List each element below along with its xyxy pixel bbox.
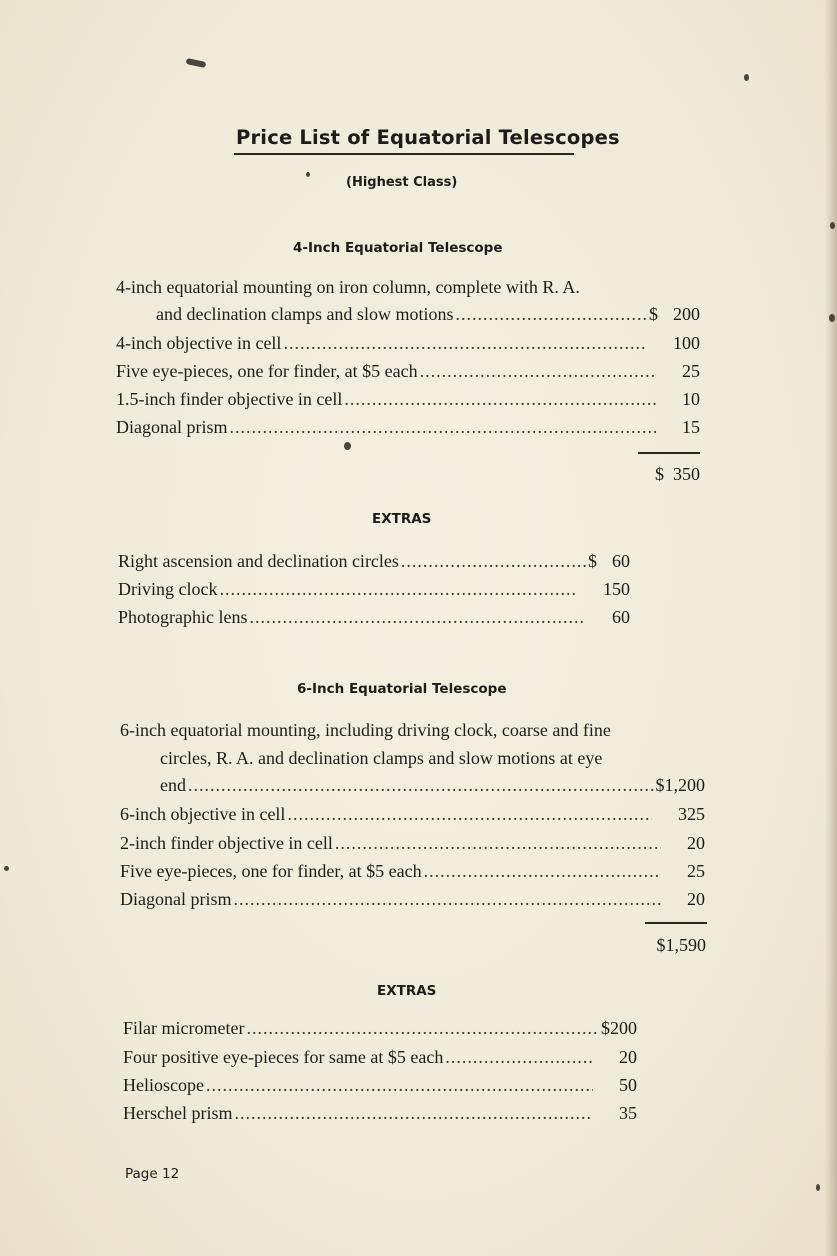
item-desc: Helioscope	[123, 1075, 204, 1095]
leader-dots	[335, 833, 661, 855]
total-rule	[645, 922, 707, 924]
item-amount: 60	[612, 607, 630, 627]
leader-dots	[344, 389, 656, 411]
ink-speck	[344, 442, 351, 450]
item-desc: end	[160, 775, 186, 795]
item-amount: 35	[619, 1103, 637, 1123]
item-mounting-6-line2: circles, R. A. and declination clamps and slow motions at eye	[160, 748, 603, 768]
item-finder-4	[116, 389, 700, 415]
item-desc: 2-inch finder objective in cell	[120, 833, 333, 853]
item-desc: Five eye-pieces, one for finder, at $5 each	[116, 361, 418, 381]
item-amount: 150	[603, 579, 630, 599]
page-number: Page 12	[125, 1166, 180, 1182]
item-amount: 15	[682, 417, 700, 437]
section-heading-4-inch: 4-Inch Equatorial Telescope	[293, 240, 503, 256]
item-objective-4	[116, 333, 700, 359]
item-amount: $1,200	[655, 775, 705, 795]
item-amount: 20	[687, 889, 705, 909]
ink-speck	[744, 74, 749, 81]
item-amount: 10	[682, 389, 700, 409]
leader-dots	[401, 551, 586, 573]
item-amount: 200	[673, 304, 700, 324]
section-heading-6-inch: 6-Inch Equatorial Telescope	[297, 681, 507, 697]
item-desc: 4-inch objective in cell	[116, 333, 282, 353]
item-eyepieces-4	[116, 361, 700, 387]
item-desc: Filar micrometer	[123, 1018, 245, 1038]
item-prism-4	[116, 417, 700, 443]
extra-positive-eyepieces-6	[123, 1047, 637, 1073]
currency-sign: $	[649, 304, 658, 324]
item-objective-6	[120, 804, 705, 830]
item-amount: 325	[678, 804, 705, 824]
item-amount: 100	[673, 333, 700, 353]
item-desc: Photographic lens	[118, 607, 248, 627]
item-amount: 20	[687, 833, 705, 853]
extra-photographic-lens-4	[118, 607, 630, 633]
leader-dots	[249, 607, 586, 629]
ink-speck	[186, 58, 207, 68]
item-amount: $200	[601, 1018, 637, 1038]
item-mounting-4	[156, 304, 700, 330]
extra-herschel-prism-6	[123, 1103, 637, 1129]
item-desc: 1.5-inch finder objective in cell	[116, 389, 343, 409]
leader-dots	[233, 889, 661, 911]
leader-dots	[287, 804, 652, 826]
item-mounting-6	[160, 775, 705, 801]
total-4-inch: $ 350	[655, 464, 700, 484]
item-desc: and declination clamps and slow motions	[156, 304, 454, 324]
item-eyepieces-6	[120, 861, 705, 887]
leader-dots	[455, 304, 647, 326]
leader-dots	[219, 579, 577, 601]
item-desc: Five eye-pieces, one for finder, at $5 each	[120, 861, 422, 881]
item-prism-6	[120, 889, 705, 915]
item-desc: 6-inch objective in cell	[120, 804, 286, 824]
currency-sign: $	[588, 551, 597, 571]
leader-dots	[234, 1103, 593, 1125]
item-amount: 60	[612, 551, 630, 571]
ink-speck	[4, 866, 9, 871]
extra-circles-4	[118, 551, 630, 577]
item-amount: 25	[687, 861, 705, 881]
total-rule	[638, 452, 700, 454]
leader-dots	[283, 333, 647, 355]
leader-dots	[424, 861, 661, 883]
item-amount: 20	[619, 1047, 637, 1067]
extra-driving-clock-4	[118, 579, 630, 605]
extra-helioscope-6	[123, 1075, 637, 1101]
ink-speck	[306, 172, 310, 177]
item-amount: 50	[619, 1075, 637, 1095]
item-mounting-4-line1: 4-inch equatorial mounting on iron column, complete with R. A.	[116, 277, 580, 297]
leader-dots	[229, 417, 656, 439]
page-title: Price List of Equatorial Telescopes	[236, 126, 620, 149]
item-desc: Diagonal prism	[116, 417, 228, 437]
item-desc: Diagonal prism	[120, 889, 232, 909]
item-mounting-6-line1: 6-inch equatorial mounting, including driving clock, coarse and fine	[120, 720, 611, 740]
extras-heading-4-inch: EXTRAS	[372, 511, 432, 527]
leader-dots	[188, 775, 654, 797]
item-finder-6	[120, 833, 705, 859]
leader-dots	[246, 1018, 599, 1040]
leader-dots	[445, 1047, 593, 1069]
extras-heading-6-inch: EXTRAS	[377, 983, 437, 999]
item-amount: 25	[682, 361, 700, 381]
page-edge-shadow	[825, 0, 837, 1256]
extra-filar-micrometer-6	[123, 1018, 637, 1044]
item-desc: Driving clock	[118, 579, 218, 599]
ink-speck	[829, 314, 835, 322]
ink-speck	[830, 222, 835, 229]
item-desc: Four positive eye-pieces for same at $5 each	[123, 1047, 444, 1067]
item-desc: Right ascension and declination circles	[118, 551, 399, 571]
leader-dots	[206, 1075, 593, 1097]
item-desc: Herschel prism	[123, 1103, 233, 1123]
page-subtitle: (Highest Class)	[346, 175, 458, 190]
ink-speck	[816, 1184, 820, 1191]
total-6-inch: $1,590	[656, 935, 706, 955]
title-underline	[234, 153, 574, 155]
leader-dots	[420, 361, 656, 383]
